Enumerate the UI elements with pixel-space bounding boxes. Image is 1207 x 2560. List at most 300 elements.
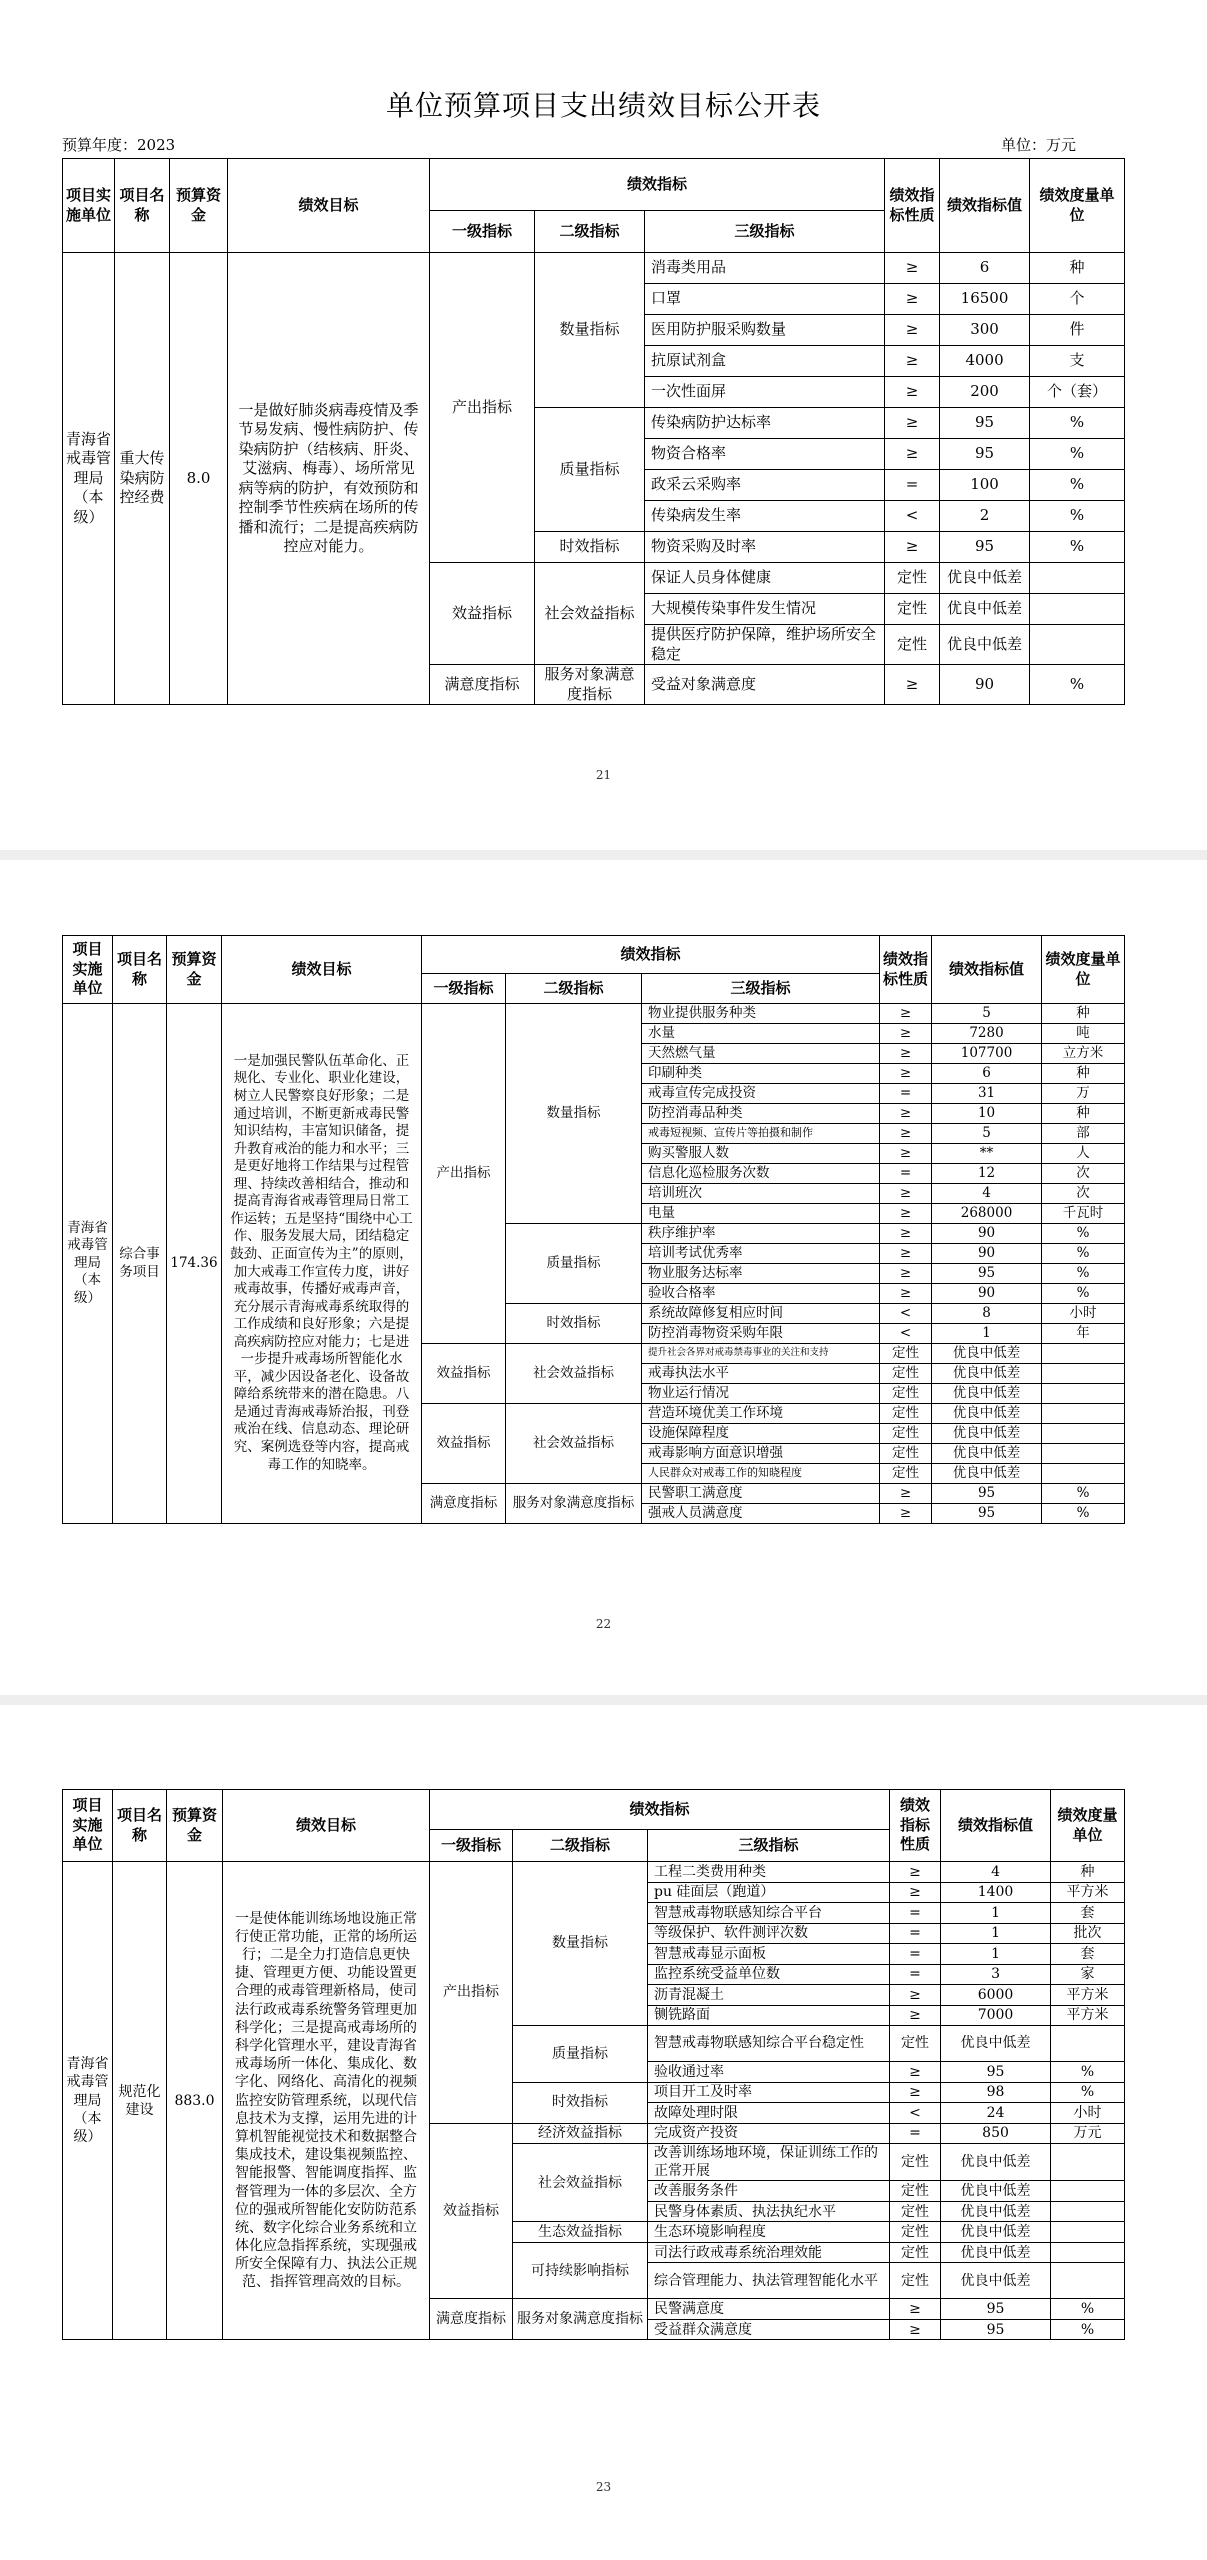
header-level2: 二级指标 [506, 974, 642, 1004]
project-unit: 青海省戒毒管理局（本级） [63, 1862, 113, 2340]
level3-indicator: 生态环境影响程度 [648, 2222, 890, 2243]
indicator-unit: 种 [1042, 1064, 1125, 1084]
level3-indicator: 工程二类费用种类 [648, 1862, 890, 1883]
indicator-nature: 定性 [890, 2144, 941, 2181]
indicator-value: 200 [940, 377, 1030, 408]
indicator-unit [1042, 1404, 1125, 1424]
indicator-unit: 年 [1042, 1324, 1125, 1344]
level3-indicator: 物业服务达标率 [642, 1264, 880, 1284]
indicator-nature: ≥ [885, 346, 940, 377]
indicator-nature: 定性 [890, 2242, 941, 2263]
level3-indicator: 一次性面屏 [645, 377, 885, 408]
level2-indicator: 社会效益指标 [506, 1344, 642, 1404]
level3-indicator: 印刷种类 [642, 1064, 880, 1084]
indicator-unit: 小时 [1042, 1304, 1125, 1324]
level3-indicator: 物业运行情况 [642, 1384, 880, 1404]
indicator-unit: 种 [1030, 253, 1125, 284]
header-project: 项目名称 [115, 159, 170, 253]
performance-table [62, 935, 1125, 1524]
level3-indicator: 提供医疗防护保障，维护场所安全稳定 [645, 625, 885, 665]
indicator-nature: = [880, 1164, 932, 1184]
header-project: 项目名称 [113, 936, 167, 1004]
performance-table [62, 1789, 1125, 2340]
indicator-nature: 定性 [890, 2263, 941, 2299]
level3-indicator: 购买警服人数 [642, 1144, 880, 1164]
header-level1: 一级指标 [430, 1830, 513, 1862]
level3-indicator: 强戒人员满意度 [642, 1504, 880, 1524]
level2-indicator: 社会效益指标 [506, 1404, 642, 1484]
indicator-unit: % [1051, 2062, 1125, 2083]
indicator-unit: % [1030, 408, 1125, 439]
indicator-value: 6 [932, 1064, 1042, 1084]
indicator-value: 100 [940, 470, 1030, 501]
level3-indicator: 物资采购及时率 [645, 532, 885, 563]
indicator-unit: % [1042, 1224, 1125, 1244]
level3-indicator: 培训考试优秀率 [642, 1244, 880, 1264]
indicator-unit [1042, 1384, 1125, 1404]
project-unit: 青海省戒毒管理局（本级） [63, 253, 115, 705]
header-value: 绩效指标值 [932, 936, 1042, 1004]
indicator-unit [1051, 2242, 1125, 2263]
indicator-value: 优良中低差 [932, 1364, 1042, 1384]
level3-indicator: 民警满意度 [648, 2299, 890, 2320]
header-nature: 绩效指标性质 [890, 1790, 941, 1862]
header-project: 项目名称 [113, 1790, 167, 1862]
indicator-nature: 定性 [890, 2222, 941, 2243]
project-name: 重大传染病防控经费 [115, 253, 170, 705]
indicator-unit: % [1042, 1504, 1125, 1524]
indicator-nature: 定性 [880, 1384, 932, 1404]
performance-goal: 一是加强民警队伍革命化、正规化、专业化、职业化建设，树立人民警察良好形象；二是通过培训，不断更新戒毒民警知识结构，丰富知识储备，提升教育戒治的能力和水平；三是更好地将工作结果与过程管理、持续改善相结合，推动和提高青海省戒毒管理局日常工作运转；五是坚持“围绕中心工作、服务发展大局，团结稳定鼓劲、正面宣传为主”的原则，加大戒毒工作宣传力度，讲好戒毒故事，传播好戒毒声音，充分展示青海戒毒系统取得的工作成绩和良好形象；六是提高疾病防控应对能力；七是进一步提升戒毒场所智能化水平，减少因设备老化、设备故障给系统带来的潜在隐患。八是通过青海戒毒矫治报，刊登戒治在线、信息动态、理论研究、案例选登等内容，提高戒毒工作的知晓率。 [222, 1004, 422, 1524]
indicator-value: 优良中低差 [941, 2222, 1051, 2243]
level3-indicator: 沥青混凝土 [648, 1985, 890, 2006]
level3-indicator: 受益群众满意度 [648, 2319, 890, 2340]
indicator-nature: ≥ [890, 1882, 941, 1903]
header-level2: 二级指标 [535, 211, 645, 253]
indicator-value: 95 [940, 439, 1030, 470]
indicator-unit [1042, 1464, 1125, 1484]
indicator-value: 2 [940, 501, 1030, 532]
level2-indicator: 经济效益指标 [513, 2123, 648, 2144]
header-goal: 绩效目标 [228, 159, 430, 253]
indicator-unit [1030, 563, 1125, 594]
indicator-value: 6000 [941, 1985, 1051, 2006]
indicator-value: 1 [932, 1324, 1042, 1344]
indicator-nature: ≥ [885, 439, 940, 470]
level3-indicator: 保证人员身体健康 [645, 563, 885, 594]
indicator-value: 5 [932, 1004, 1042, 1024]
indicator-nature: ≥ [885, 284, 940, 315]
indicator-nature: ≥ [880, 1124, 932, 1144]
indicator-nature: 定性 [880, 1344, 932, 1364]
indicator-nature: ≥ [890, 2005, 941, 2026]
indicator-unit: 家 [1051, 1964, 1125, 1985]
level2-indicator: 可持续影响指标 [513, 2242, 648, 2299]
header-budget: 预算资金 [167, 1790, 223, 1862]
level3-indicator: 培训班次 [642, 1184, 880, 1204]
indicator-nature: < [890, 2103, 941, 2124]
indicator-unit: 种 [1051, 1862, 1125, 1883]
indicator-nature: 定性 [885, 625, 940, 665]
level3-indicator: 铡铣路面 [648, 2005, 890, 2026]
indicator-unit: 套 [1051, 1944, 1125, 1965]
indicator-unit: 套 [1051, 1903, 1125, 1924]
table-row [63, 253, 1125, 284]
level2-indicator: 数量指标 [513, 1862, 648, 2026]
level3-indicator: 消毒类用品 [645, 253, 885, 284]
indicator-nature: 定性 [880, 1464, 932, 1484]
level3-indicator: 口罩 [645, 284, 885, 315]
indicator-nature: ≥ [880, 1504, 932, 1524]
indicator-unit: % [1042, 1264, 1125, 1284]
indicator-nature: ≥ [880, 1484, 932, 1504]
indicator-unit [1042, 1444, 1125, 1464]
indicator-unit [1051, 2181, 1125, 2202]
level3-indicator: 人民群众对戒毒工作的知晓程度 [642, 1464, 880, 1484]
indicator-value: 优良中低差 [932, 1464, 1042, 1484]
indicator-nature: 定性 [880, 1404, 932, 1424]
indicator-nature: ≥ [880, 1044, 932, 1064]
level3-indicator: 验收通过率 [648, 2062, 890, 2083]
indicator-unit: 平方米 [1051, 1882, 1125, 1903]
indicator-value: 1 [941, 1944, 1051, 1965]
header-value: 绩效指标值 [941, 1790, 1051, 1862]
indicator-nature: ≥ [885, 377, 940, 408]
indicator-value: 90 [932, 1244, 1042, 1264]
indicator-value: 90 [932, 1224, 1042, 1244]
indicator-unit [1042, 1364, 1125, 1384]
header-indicators: 绩效指标 [422, 936, 880, 974]
level3-indicator: 等级保护、软件测评次数 [648, 1923, 890, 1944]
document-title: 单位预算项目支出绩效目标公开表 [385, 89, 821, 122]
level2-indicator: 服务对象满意度指标 [513, 2299, 648, 2340]
level3-indicator: 电量 [642, 1204, 880, 1224]
indicator-nature: = [890, 2123, 941, 2144]
indicator-nature: ≥ [880, 1224, 932, 1244]
level3-indicator: pu 硅面层（跑道） [648, 1882, 890, 1903]
indicator-unit: 平方米 [1051, 2005, 1125, 2026]
indicator-unit: 人 [1042, 1144, 1125, 1164]
indicator-value: 1 [941, 1903, 1051, 1924]
header-nature: 绩效指标性质 [885, 159, 940, 253]
level3-indicator: 传染病防护达标率 [645, 408, 885, 439]
indicator-unit [1030, 594, 1125, 625]
indicator-nature: ≥ [890, 2062, 941, 2083]
indicator-value: 850 [941, 2123, 1051, 2144]
indicator-value: 优良中低差 [932, 1424, 1042, 1444]
header-level1: 一级指标 [422, 974, 506, 1004]
indicator-value: 优良中低差 [940, 625, 1030, 665]
level3-indicator: 戒毒短视频、宣传片等拍摄和制作 [642, 1124, 880, 1144]
indicator-unit: 小时 [1051, 2103, 1125, 2124]
indicator-unit: % [1030, 532, 1125, 563]
indicator-nature: ≥ [885, 665, 940, 705]
indicator-nature: ≥ [880, 1104, 932, 1124]
indicator-value: 4000 [940, 346, 1030, 377]
level1-indicator: 效益指标 [422, 1404, 506, 1484]
indicator-nature: 定性 [885, 594, 940, 625]
level3-indicator: 改善训练场地环境，保证训练工作的正常开展 [648, 2144, 890, 2181]
indicator-nature: 定性 [885, 563, 940, 594]
level3-indicator: 戒毒影响方面意识增强 [642, 1444, 880, 1464]
level3-indicator: 防控消毒物资采购年限 [642, 1324, 880, 1344]
indicator-nature: ≥ [890, 2319, 941, 2340]
level2-indicator: 时效指标 [513, 2082, 648, 2123]
indicator-unit: % [1051, 2082, 1125, 2103]
indicator-value: 优良中低差 [932, 1444, 1042, 1464]
indicator-nature: ≥ [890, 2082, 941, 2103]
indicator-value: 优良中低差 [932, 1344, 1042, 1364]
level3-indicator: 系统故障修复相应时间 [642, 1304, 880, 1324]
level2-indicator: 数量指标 [535, 253, 645, 408]
indicator-unit: 种 [1042, 1104, 1125, 1124]
header-level2: 二级指标 [513, 1830, 648, 1862]
indicator-value: 300 [940, 315, 1030, 346]
indicator-nature: 定性 [880, 1444, 932, 1464]
level2-indicator: 生态效益指标 [513, 2222, 648, 2243]
level3-indicator: 秩序维护率 [642, 1224, 880, 1244]
indicator-nature: < [880, 1324, 932, 1344]
indicator-unit: % [1051, 2319, 1125, 2340]
indicator-nature: 定性 [890, 2201, 941, 2222]
level3-indicator: 物业提供服务种类 [642, 1004, 880, 1024]
level3-indicator: 天然燃气量 [642, 1044, 880, 1064]
indicator-value: 10 [932, 1104, 1042, 1124]
level3-indicator: 改善服务条件 [648, 2181, 890, 2202]
header-level3: 三级指标 [645, 211, 885, 253]
level1-indicator: 产出指标 [430, 253, 535, 563]
level3-indicator: 完成资产投资 [648, 2123, 890, 2144]
indicator-value: 7280 [932, 1024, 1042, 1044]
indicator-nature: ≥ [885, 532, 940, 563]
level1-indicator: 产出指标 [422, 1004, 506, 1344]
indicator-nature: ≥ [880, 1244, 932, 1264]
project-budget: 883.0 [167, 1862, 223, 2340]
project-unit: 青海省戒毒管理局（本级） [63, 1004, 113, 1524]
indicator-nature: ≥ [880, 1024, 932, 1044]
indicator-value: 优良中低差 [941, 2263, 1051, 2299]
indicator-value: 107700 [932, 1044, 1042, 1064]
header-budget: 预算资金 [170, 159, 228, 253]
header-level3: 三级指标 [642, 974, 880, 1004]
level2-indicator: 质量指标 [506, 1224, 642, 1304]
indicator-value: 优良中低差 [941, 2026, 1051, 2062]
header-value: 绩效指标值 [940, 159, 1030, 253]
level3-indicator: 传染病发生率 [645, 501, 885, 532]
indicator-value: 优良中低差 [940, 594, 1030, 625]
indicator-value: 4 [932, 1184, 1042, 1204]
project-budget: 8.0 [170, 253, 228, 705]
indicator-nature: ≥ [890, 1985, 941, 2006]
indicator-nature: ≥ [880, 1064, 932, 1084]
indicator-nature: ≥ [880, 1184, 932, 1204]
indicator-unit: 支 [1030, 346, 1125, 377]
indicator-nature: ≥ [885, 315, 940, 346]
indicator-value: ** [932, 1144, 1042, 1164]
level1-indicator: 效益指标 [430, 2123, 513, 2299]
indicator-unit: % [1030, 665, 1125, 705]
indicator-value: 8 [932, 1304, 1042, 1324]
indicator-unit [1042, 1344, 1125, 1364]
indicator-nature: 定性 [890, 2181, 941, 2202]
performance-goal: 一是使体能训练场地设施正常行使正常功能，正常的场所运行；二是全力打造信息更快捷、管理更方便、功能设置更合理的戒毒管理新格局，使司法行政戒毒系统警务管理更加科学化；三是提高戒毒场所的科学化管理水平，建设青海省戒毒场所一体化、集成化、数字化、网络化、高清化的视频监控安防管理系统，以现代信息技术为支撑，运用先进的计算机智能视觉技术和数据整合集成技术，建设集视频监控、智能报警、智能调度指挥、监督管理为一体的多层次、全方位的强戒所智能化安防防范系统、数字化综合业务系统和立体化应急指挥系统，实现强戒所安全保障有力、执法公正规范、指挥管理高效的目标。 [223, 1862, 430, 2340]
indicator-nature: ≥ [885, 408, 940, 439]
indicator-value: 4 [941, 1862, 1051, 1883]
performance-table [62, 158, 1125, 705]
indicator-value: 24 [941, 2103, 1051, 2124]
indicator-value: 95 [941, 2062, 1051, 2083]
header-unit: 项目实施单位 [63, 1790, 113, 1862]
indicator-nature: ≥ [880, 1264, 932, 1284]
indicator-nature: < [880, 1304, 932, 1324]
page-number: 21 [595, 768, 612, 782]
indicator-unit [1051, 2201, 1125, 2222]
level1-indicator: 满意度指标 [430, 665, 535, 705]
page-number: 23 [595, 2480, 612, 2494]
indicator-nature: = [890, 1944, 941, 1965]
indicator-nature: 定性 [890, 2026, 941, 2062]
level3-indicator: 大规模传染事件发生情况 [645, 594, 885, 625]
level3-indicator: 综合管理能力、执法管理智能化水平 [648, 2263, 890, 2299]
indicator-unit: 个 [1030, 284, 1125, 315]
indicator-value: 268000 [932, 1204, 1042, 1224]
header-measure: 绩效度量单位 [1042, 936, 1125, 1004]
level3-indicator: 受益对象满意度 [645, 665, 885, 705]
indicator-value: 12 [932, 1164, 1042, 1184]
indicator-nature: ≥ [880, 1004, 932, 1024]
indicator-unit: % [1030, 501, 1125, 532]
level2-indicator: 质量指标 [513, 2026, 648, 2083]
level1-indicator: 满意度指标 [430, 2299, 513, 2340]
level1-indicator: 产出指标 [430, 1862, 513, 2124]
indicator-nature: 定性 [880, 1424, 932, 1444]
level3-indicator: 物资合格率 [645, 439, 885, 470]
indicator-unit: % [1051, 2299, 1125, 2320]
header-goal: 绩效目标 [222, 936, 422, 1004]
indicator-value: 优良中低差 [941, 2242, 1051, 2263]
level2-indicator: 时效指标 [535, 532, 645, 563]
level3-indicator: 水量 [642, 1024, 880, 1044]
indicator-nature: < [885, 501, 940, 532]
document-page-23 [0, 1705, 1207, 2560]
indicator-unit: 立方米 [1042, 1044, 1125, 1064]
level3-indicator: 政采云采购率 [645, 470, 885, 501]
indicator-unit [1051, 2144, 1125, 2181]
indicator-unit: 平方米 [1051, 1985, 1125, 2006]
level2-indicator: 社会效益指标 [513, 2144, 648, 2222]
indicator-value: 95 [940, 532, 1030, 563]
indicator-unit: 种 [1042, 1004, 1125, 1024]
level2-indicator: 质量指标 [535, 408, 645, 532]
indicator-unit: 件 [1030, 315, 1125, 346]
document-page-21 [0, 0, 1207, 850]
level3-indicator: 故障处理时限 [648, 2103, 890, 2124]
level2-indicator: 社会效益指标 [535, 563, 645, 665]
indicator-value: 1400 [941, 1882, 1051, 1903]
header-indicators: 绩效指标 [430, 1790, 890, 1830]
indicator-unit: 个（套） [1030, 377, 1125, 408]
table-row [63, 1862, 1125, 1883]
project-budget: 174.36 [167, 1004, 222, 1524]
indicator-value: 95 [932, 1264, 1042, 1284]
indicator-nature: ≥ [890, 2299, 941, 2320]
indicator-nature: ≥ [880, 1144, 932, 1164]
indicator-value: 16500 [940, 284, 1030, 315]
header-level3: 三级指标 [648, 1830, 890, 1862]
header-nature: 绩效指标性质 [880, 936, 932, 1004]
indicator-nature: ≥ [880, 1284, 932, 1304]
level3-indicator: 监控系统受益单位数 [648, 1964, 890, 1985]
indicator-nature: = [885, 470, 940, 501]
header-unit: 项目实施单位 [63, 159, 115, 253]
indicator-nature: = [880, 1084, 932, 1104]
indicator-unit [1051, 2026, 1125, 2062]
level3-indicator: 防控消毒品种类 [642, 1104, 880, 1124]
indicator-unit: 次 [1042, 1184, 1125, 1204]
indicator-value: 优良中低差 [941, 2181, 1051, 2202]
indicator-unit: % [1030, 439, 1125, 470]
level1-indicator: 满意度指标 [422, 1484, 506, 1524]
indicator-value: 95 [940, 408, 1030, 439]
header-indicators: 绩效指标 [430, 159, 885, 211]
indicator-value: 优良中低差 [940, 563, 1030, 594]
header-goal: 绩效目标 [223, 1790, 430, 1862]
level1-indicator: 效益指标 [422, 1344, 506, 1404]
level3-indicator: 戒毒执法水平 [642, 1364, 880, 1384]
indicator-value: 优良中低差 [941, 2201, 1051, 2222]
indicator-unit: 吨 [1042, 1024, 1125, 1044]
unit-label: 单位：万元 [1000, 136, 1076, 154]
level3-indicator: 营造环境优美工作环境 [642, 1404, 880, 1424]
indicator-unit: % [1042, 1244, 1125, 1264]
budget-year-label: 预算年度：2023 [62, 136, 176, 154]
level1-indicator: 效益指标 [430, 563, 535, 665]
indicator-unit [1030, 625, 1125, 665]
indicator-unit: % [1030, 470, 1125, 501]
indicator-unit: 部 [1042, 1124, 1125, 1144]
level3-indicator: 司法行政戒毒系统治理效能 [648, 2242, 890, 2263]
level3-indicator: 抗原试剂盒 [645, 346, 885, 377]
header-measure: 绩效度量单位 [1051, 1790, 1125, 1862]
level3-indicator: 戒毒宣传完成投资 [642, 1084, 880, 1104]
header-level1: 一级指标 [430, 211, 535, 253]
indicator-nature: = [890, 1923, 941, 1944]
indicator-unit [1051, 2222, 1125, 2243]
performance-goal: 一是做好肺炎病毒疫情及季节易发病、慢性病防护、传染病防护（结核病、肝炎、艾滋病、梅毒）、场所常见病等病的防护，有效预防和控制季节性疾病在场所的传播和流行；二是提高疾病防控应对能力。 [228, 253, 430, 705]
level3-indicator: 项目开工及时率 [648, 2082, 890, 2103]
level3-indicator: 智慧戒毒物联感知综合平台稳定性 [648, 2026, 890, 2062]
indicator-value: 95 [941, 2319, 1051, 2340]
indicator-value: 95 [932, 1484, 1042, 1504]
level3-indicator: 智慧戒毒显示面板 [648, 1944, 890, 1965]
table-row [63, 1004, 1125, 1024]
project-name: 规范化建设 [113, 1862, 167, 2340]
indicator-value: 98 [941, 2082, 1051, 2103]
indicator-unit: 千瓦时 [1042, 1204, 1125, 1224]
indicator-unit: % [1042, 1484, 1125, 1504]
indicator-value: 90 [940, 665, 1030, 705]
indicator-value: 90 [932, 1284, 1042, 1304]
indicator-value: 31 [932, 1084, 1042, 1104]
indicator-value: 1 [941, 1923, 1051, 1944]
level3-indicator: 提升社会各界对戒毒禁毒事业的关注和支持 [642, 1344, 880, 1364]
level2-indicator: 服务对象满意度指标 [506, 1484, 642, 1524]
level3-indicator: 医用防护服采购数量 [645, 315, 885, 346]
indicator-value: 95 [941, 2299, 1051, 2320]
level3-indicator: 智慧戒毒物联感知综合平台 [648, 1903, 890, 1924]
page-number: 22 [595, 1617, 612, 1631]
indicator-value: 优良中低差 [932, 1404, 1042, 1424]
